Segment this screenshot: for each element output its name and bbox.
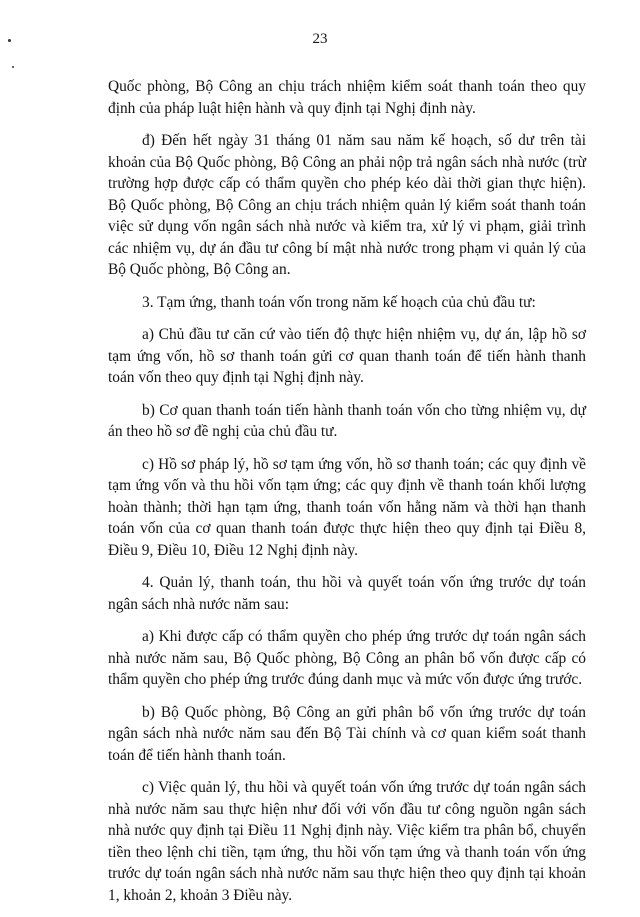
paragraph-3b: b) Cơ quan thanh toán tiến hành thanh toán vốn cho từng nhiệm vụ, dự án theo hồ sơ đề nghị của chủ đầu tư. [108,401,586,440]
paragraph-4c: c) Việc quản lý, thu hồi và quyết toán vốn ứng trước dự toán ngân sách nhà nước năm sau thực hiện như đối với vốn đầu tư công nguồn ngân sách nhà nước quy định tại Điều 11 Nghị định này. Việc kiểm tra phân bổ, chuyển tiền theo lệnh chi tiền, tạm ứng, thu hồi vốn tạm ứng và thanh toán vốn ứng trước dự toán ngân sách nhà nước năm sau thực hiện theo quy định tại khoản 1, khoản 2, khoản 3 Điều này. [108,779,586,904]
paragraph-clause-dd: đ) Đến hết ngày 31 tháng 01 năm sau năm kế hoạch, số dư trên tài khoản của Bộ Quốc phòng, Bộ Công an phải nộp trả ngân sách nhà nước (trừ trường hợp được cấp có thẩm quyền cho phép kéo dài thời gian thực hiện). Bộ Quốc phòng, Bộ Công an chịu trách nhiệm quản lý kiểm soát thanh toán việc sử dụng vốn ngân sách nhà nước và kiểm tra, xử lý vi phạm, giải trình các nhiệm vụ, dự án đầu tư công bí mật nhà nước trong phạm vi quản lý của Bộ Quốc phòng, Bộ Công an. [108,132,586,278]
paragraph-continuation: Quốc phòng, Bộ Công an chịu trách nhiệm kiểm soát thanh toán theo quy định của pháp luật hiện hành và quy định tại Nghị định này. [108,78,586,117]
paragraph-section-3: 3. Tạm ứng, thanh toán vốn trong năm kế hoạch của chủ đầu tư: [142,293,536,311]
paragraph-3c: c) Hồ sơ pháp lý, hồ sơ tạm ứng vốn, hồ sơ thanh toán; các quy định về tạm ứng vốn và thu hồi vốn tạm ứng; các quy định về thanh toán khối lượng hoàn thành; thời hạn tạm ứng, thanh toán vốn hằng năm và thời hạn thanh toán vốn của cơ quan thanh toán được thực hiện theo quy định tại Điều 8, Điều 9, Điều 10, Điều 12 Nghị định này. [108,455,586,559]
document-body [108,76,586,917]
paragraph-4a: a) Khi được cấp có thẩm quyền cho phép ứng trước dự toán ngân sách nhà nước năm sau, Bộ Quốc phòng, Bộ Công an phân bổ vốn được cấp có thẩm quyền cho phép ứng trước đúng danh mục và mức vốn được ứng trước. [108,628,586,688]
paragraph-4b: b) Bộ Quốc phòng, Bộ Công an gửi phân bổ vốn ứng trước dự toán ngân sách nhà nước năm sau đến Bộ Tài chính và cơ quan kiểm soát thanh toán để tiến hành thanh toán. [108,703,586,764]
page-number: 23 [312,31,328,47]
paragraph-section-4: 4. Quản lý, thanh toán, thu hồi và quyết toán vốn ứng trước dự toán ngân sách nhà nước năm sau: [108,574,586,613]
paragraph-3a: a) Chủ đầu tư căn cứ vào tiến độ thực hiện nhiệm vụ, dự án, lập hồ sơ tạm ứng vốn, hồ sơ thanh toán gửi cơ quan thanh toán để tiến hành thanh toán vốn theo quy định tại Nghị định này. [108,326,586,386]
scan-speck [12,66,14,68]
